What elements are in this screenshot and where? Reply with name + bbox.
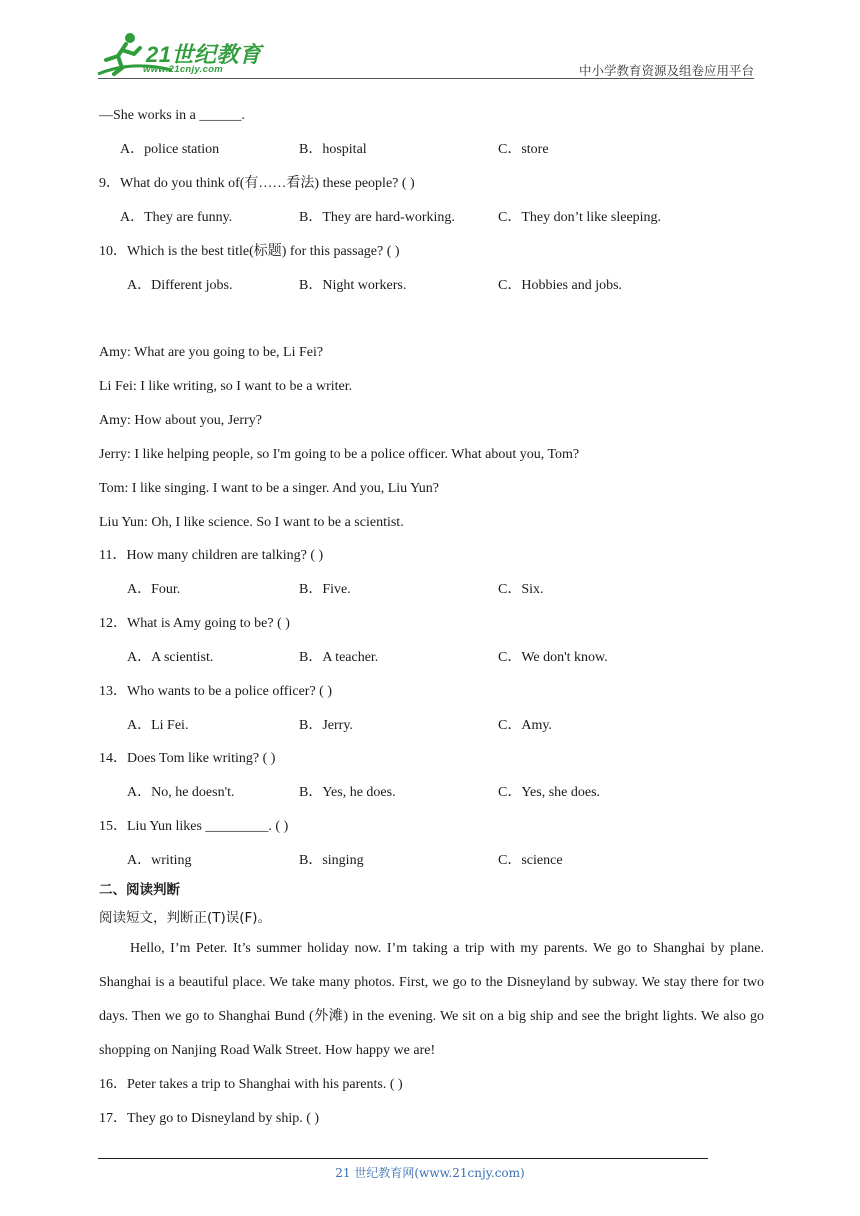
q12-option-b: B．A teacher. (299, 650, 379, 665)
q10-option-c: C．Hobbies and jobs. (498, 278, 623, 293)
q13-option-b: B．Jerry. (299, 718, 353, 733)
q16-text: 16．Peter takes a trip to Shanghai with his parents. ( ) (99, 1077, 403, 1092)
q15-option-a: A．writing (127, 853, 192, 868)
q9-option-b: B．They are hard-working. (299, 210, 455, 225)
reading-passage: Hello, I’m Peter. It’s summer holiday now. I’m taking a trip with my parents. We go to Shanghai by plane. Shanghai is a beautiful place. We take many photos. First, we go to the Disneyland by subway. We stay there for two days. Then we go to Shanghai Bund (外滩) in the evening. We sit on a big ship and see the bright lights. We also go shopping on Nanjing Road Walk Street. How happy we are! (99, 941, 764, 1058)
q15-option-c: C．science (498, 853, 563, 868)
q15-text: 15．Liu Yun likes _________. ( ) (99, 819, 289, 834)
q13-option-c: C．Amy. (498, 718, 552, 733)
header-platform-name: 中小学教育资源及组卷应用平台 (578, 63, 754, 78)
footer-text: 21 世纪教育网(www.21cnjy.com) (335, 1166, 525, 1180)
section-title: 二、阅读判断 (99, 882, 180, 898)
q14-text: 14．Does Tom like writing? ( ) (99, 751, 276, 766)
q8-answer-line: —She works in a ______. (99, 108, 245, 123)
page-header (0, 0, 860, 80)
dialogue-line: Liu Yun: Oh, I like science. So I want to be a scientist. (99, 515, 404, 530)
q12-option-c: C．We don't know. (498, 650, 608, 665)
q14-option-c: C．Yes, she does. (498, 785, 601, 800)
footer-divider (98, 1158, 708, 1159)
q9-option-a: A．They are funny. (120, 210, 233, 225)
q8-option-c: C．store (498, 142, 549, 157)
q15-option-b: B．singing (299, 853, 364, 868)
dialogue-line: Li Fei: I like writing, so I want to be a writer. (99, 379, 353, 394)
q10-option-a: A．Different jobs. (127, 278, 233, 293)
dialogue-line: Amy: How about you, Jerry? (99, 413, 262, 428)
q11-text: 11．How many children are talking? ( ) (99, 548, 324, 563)
q12-option-a: A．A scientist. (127, 650, 214, 665)
logo-url: www.21cnjy.com (143, 64, 224, 75)
dialogue-line: Tom: I like singing. I want to be a singer. And you, Liu Yun? (99, 481, 439, 496)
q11-option-a: A．Four. (127, 582, 181, 597)
logo-text: 21世纪教育 (146, 42, 262, 67)
q17-text: 17．They go to Disneyland by ship. ( ) (99, 1111, 320, 1126)
q9-option-c: C．They don’t like sleeping. (498, 210, 662, 225)
q11-option-c: C．Six. (498, 582, 544, 597)
dialogue-line: Jerry: I like helping people, so I'm going to be a police officer. What about you, Tom? (99, 447, 580, 462)
q13-text: 13．Who wants to be a police officer? ( ) (99, 684, 332, 699)
q14-option-b: B．Yes, he does. (299, 785, 396, 800)
q8-option-b: B．hospital (299, 142, 367, 157)
header-divider (98, 78, 754, 79)
page-footer (0, 1164, 860, 1181)
section-instruction: 阅读短文，判断正(T)误(F)。 (99, 910, 272, 926)
q13-option-a: A．Li Fei. (127, 718, 189, 733)
q12-text: 12．What is Amy going to be? ( ) (99, 616, 290, 631)
q10-option-b: B．Night workers. (299, 278, 407, 293)
q11-option-b: B．Five. (299, 582, 351, 597)
q8-option-a: A．police station (120, 142, 220, 157)
q10-text: 10．Which is the best title(标题) for this passage? ( ) (99, 244, 400, 259)
q9-text: 9．What do you think of(有……看法) these people? ( ) (99, 176, 415, 191)
dialogue-line: Amy: What are you going to be, Li Fei? (99, 345, 324, 360)
q14-option-a: A．No, he doesn't. (127, 785, 235, 800)
